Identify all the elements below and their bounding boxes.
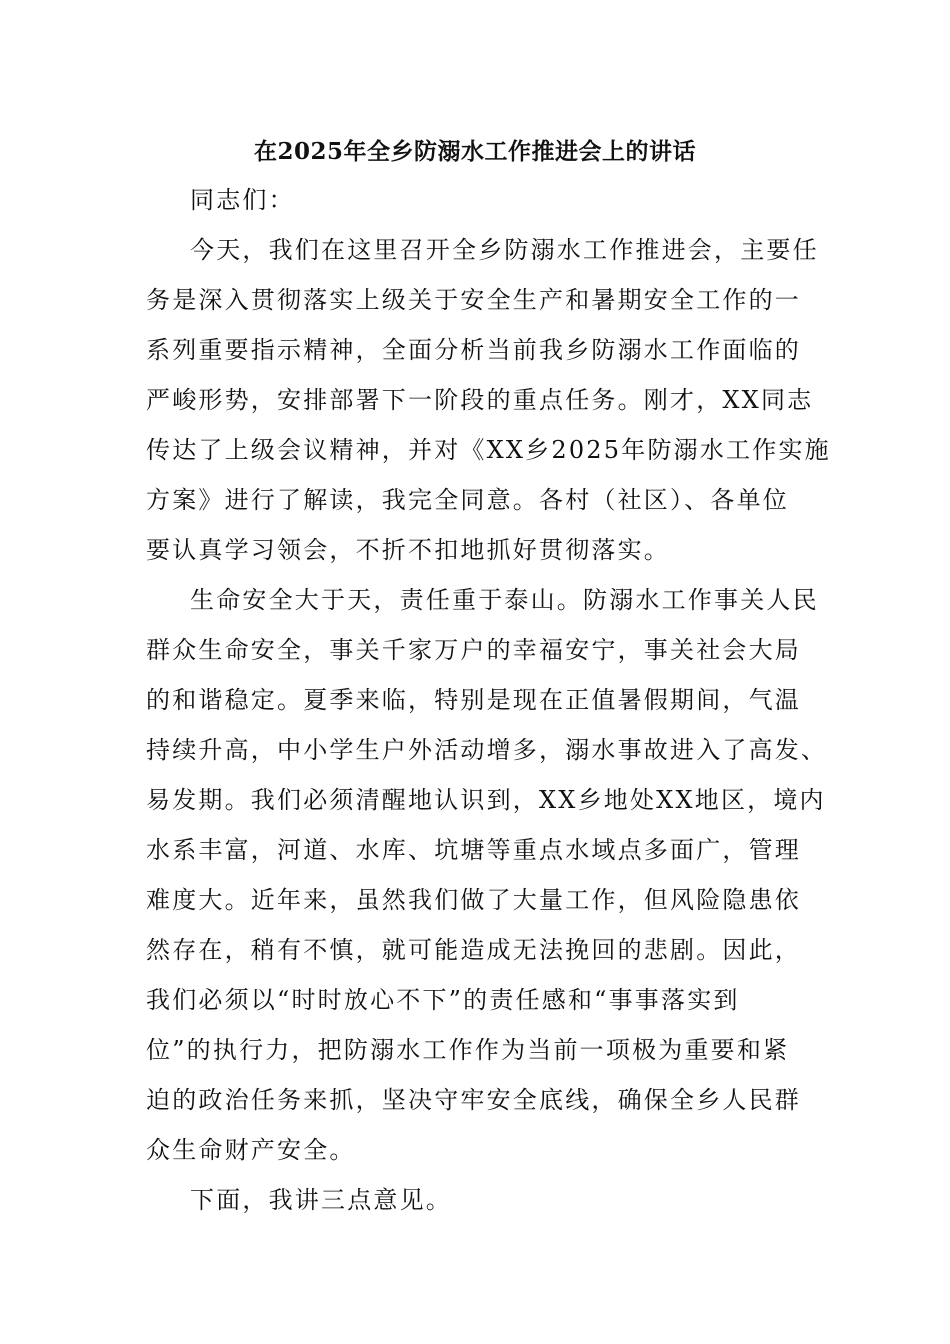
paragraph-2-line-8: 然存在，稍有不慎，就可能造成无法挽回的悲剧。因此，	[146, 936, 801, 964]
paragraph-1-line-3: 系列重要指示精神，全面分析当前我乡防溺水工作面临的	[146, 336, 801, 364]
paragraph-2-line-7: 难度大。近年来，虽然我们做了大量工作，但风险隐患依	[146, 886, 801, 914]
paragraph-2-line-4: 持续升高，中小学生户外活动增多，溺水事故进入了高发、	[146, 736, 828, 764]
paragraph-2-line-2: 群众生命安全，事关千家万户的幸福安宁，事关社会大局	[146, 636, 801, 664]
paragraph-2-line-5: 易发期。我们必须清醒地认识到，XX乡地处XX地区，境内	[146, 786, 826, 814]
paragraph-2-line-1: 生命安全大于天，责任重于泰山。防溺水工作事关人民	[190, 586, 819, 614]
document-title: 在2025年全乡防溺水工作推进会上的讲话	[253, 138, 696, 165]
paragraph-2-line-10: 位”的执行力，把防溺水工作作为当前一项极为重要和紧	[146, 1036, 790, 1064]
paragraph-2-line-3: 的和谐稳定。夏季来临，特别是现在正值暑假期间，气温	[146, 686, 801, 714]
paragraph-2-line-12: 众生命财产安全。	[146, 1136, 356, 1164]
salutation: 同志们：	[190, 186, 295, 214]
paragraph-1-line-5: 传达了上级会议精神，并对《XX乡2025年防溺水工作实施	[146, 436, 831, 464]
paragraph-3-line-1: 下面，我讲三点意见。	[190, 1186, 452, 1214]
paragraph-1-line-2: 务是深入贯彻落实上级关于安全生产和暑期安全工作的一	[146, 286, 801, 314]
paragraph-1-line-4: 严峻形势，安排部署下一阶段的重点任务。刚才，XX同志	[146, 386, 814, 414]
paragraph-1-line-6: 方案》进行了解读，我完全同意。各村（社区）、各单位	[146, 486, 789, 514]
paragraph-1-line-7: 要认真学习领会，不折不扣地抓好贯彻落实。	[146, 536, 670, 564]
paragraph-2-line-11: 迫的政治任务来抓，坚决守牢安全底线，确保全乡人民群	[146, 1086, 801, 1114]
paragraph-1-line-1: 今天，我们在这里召开全乡防溺水工作推进会，主要任	[190, 236, 819, 264]
paragraph-2-line-9: 我们必须以“时时放心不下”的责任感和“事事落实到	[146, 986, 740, 1014]
paragraph-2-line-6: 水系丰富，河道、水库、坑塘等重点水域点多面广，管理	[146, 836, 801, 864]
